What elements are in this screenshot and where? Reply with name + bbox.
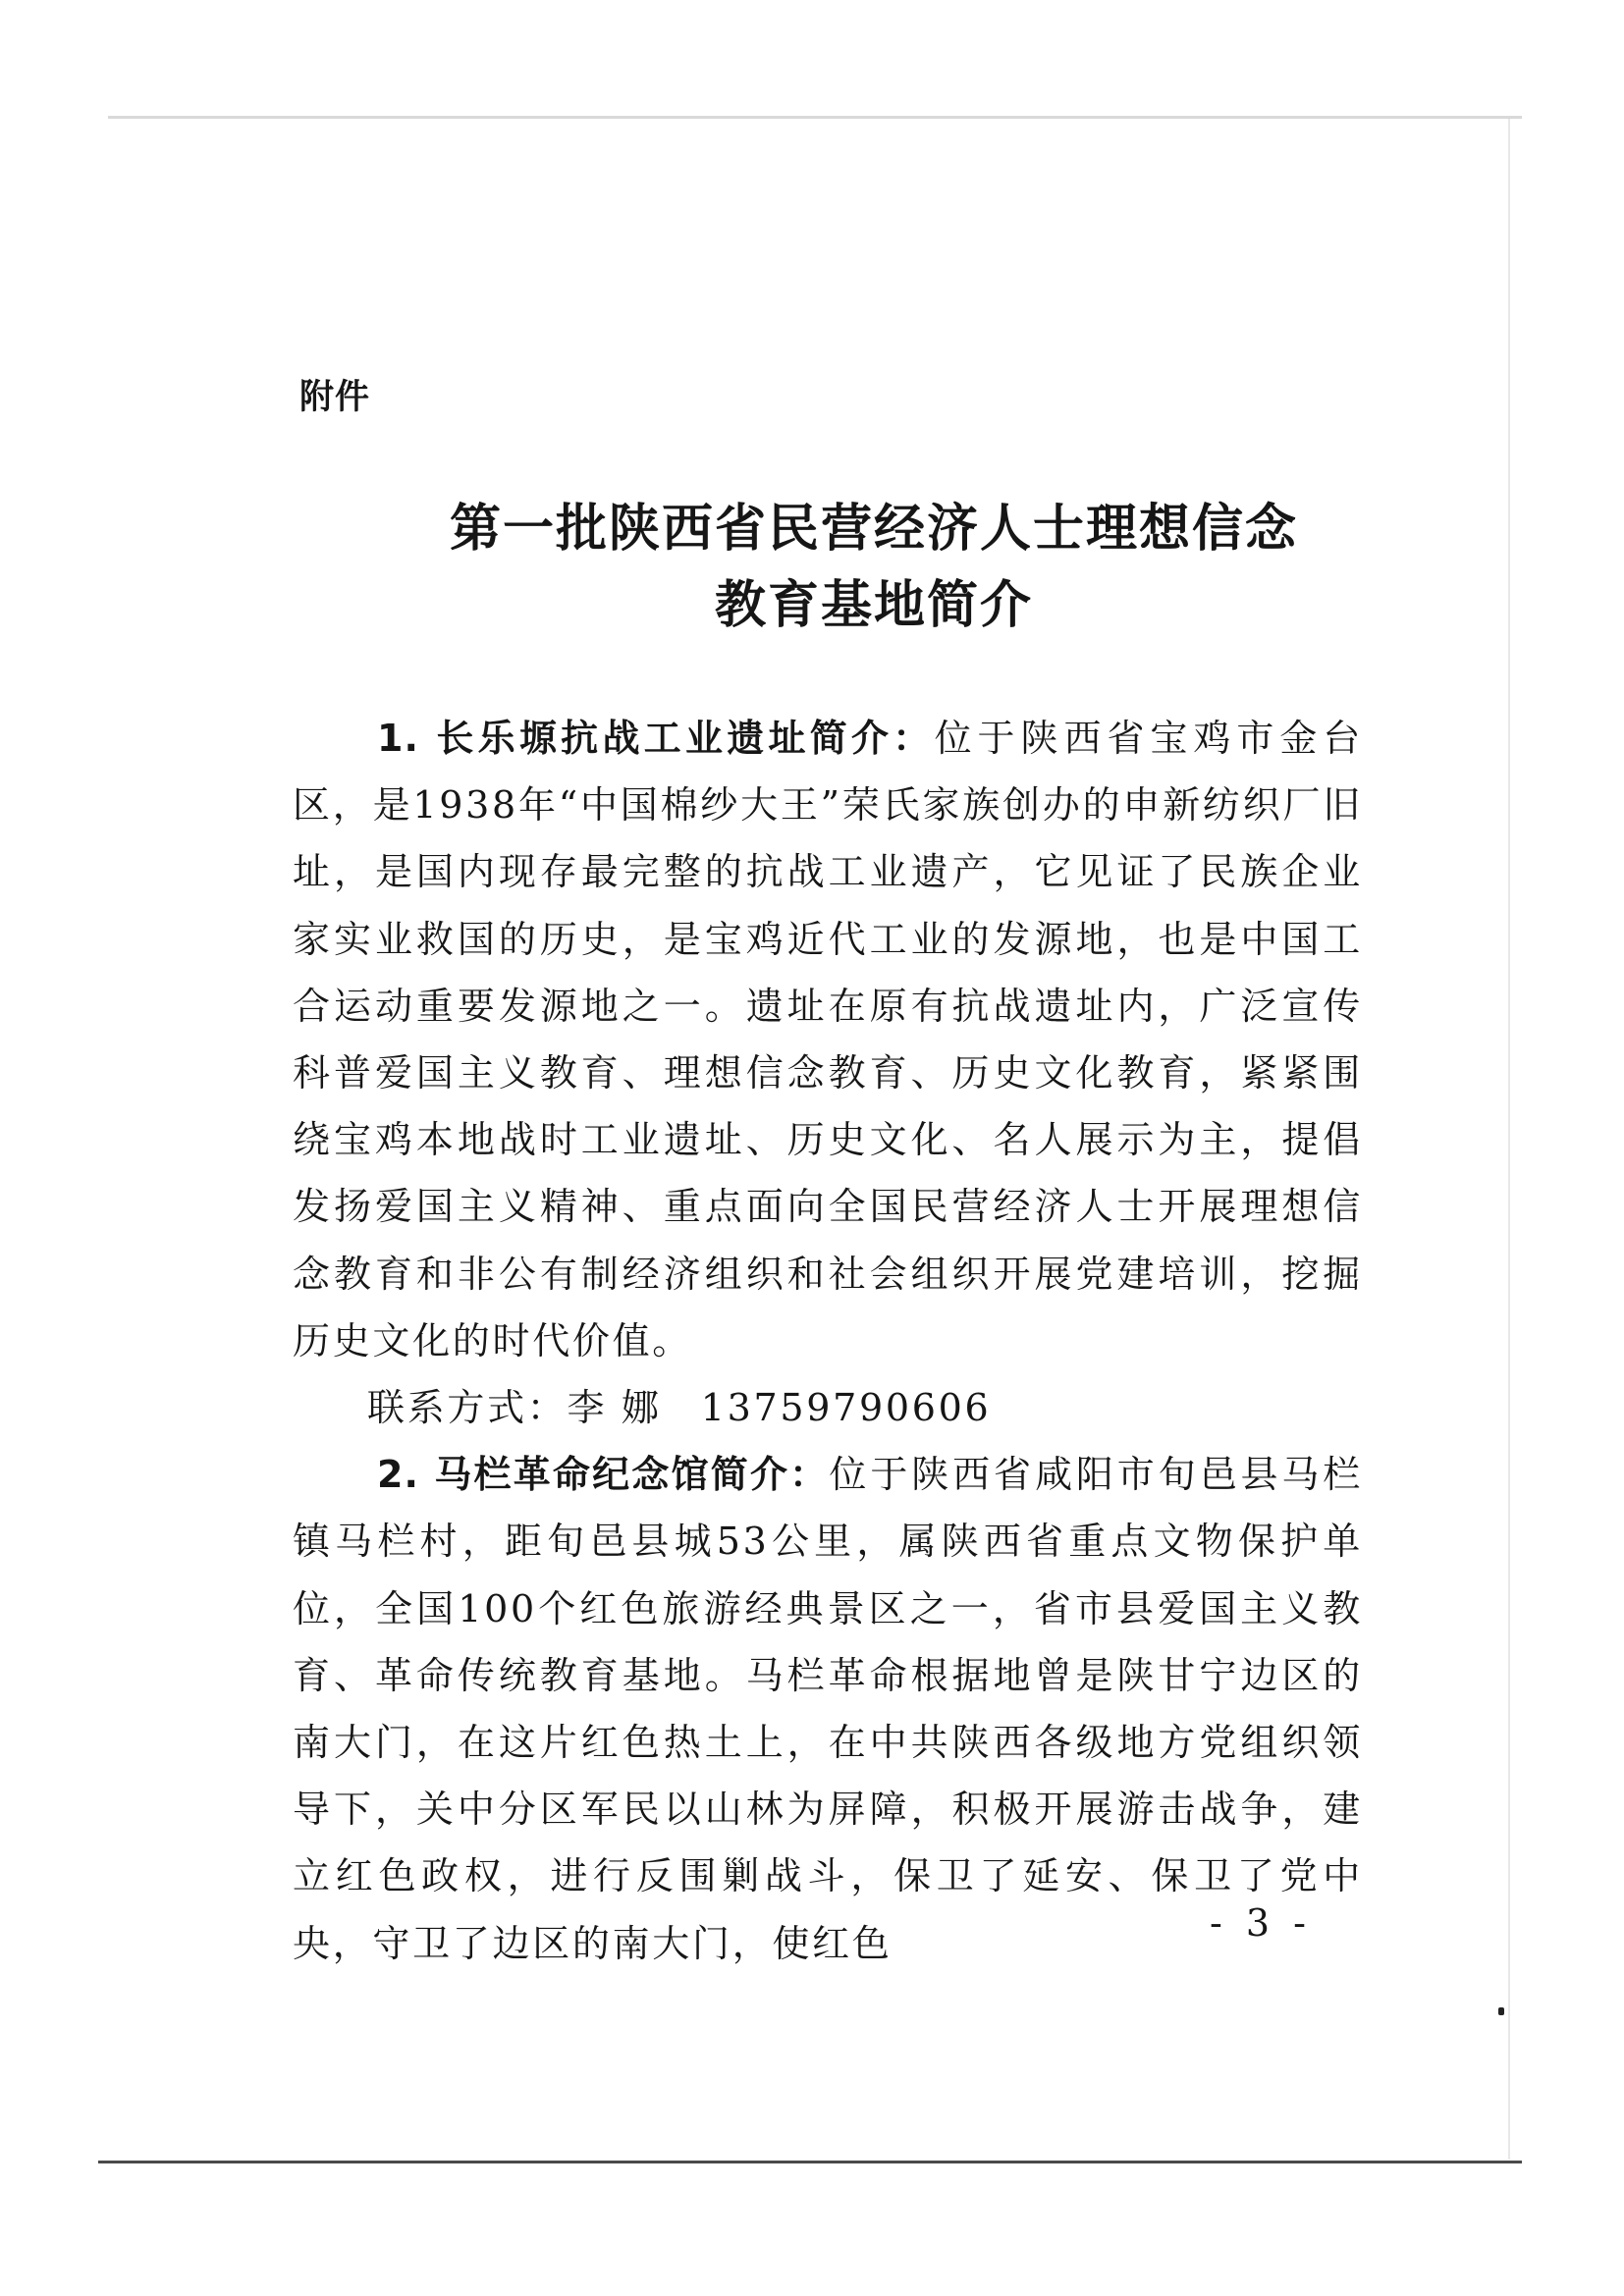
contact-label: 联系方式： — [367, 1386, 568, 1430]
scan-edge-top — [108, 116, 1522, 119]
title-line-2: 教育基地简介 — [714, 575, 1033, 635]
scan-edge-bottom — [98, 2161, 1522, 2163]
document-body — [293, 705, 1363, 1977]
section-1-body: 位于陕西省宝鸡市金台区，是1938年“中国棉纱大王”荣氏家族创办的申新纺织厂旧址，是国内现存最完整的抗战工业遗产，它见证了民族企业家实业救国的历史，是宝鸡近代工业的发源地，也是中国工合运动重要发源地之一。遗址在原有抗战遗址内，广泛宣传科普爱国主义教育、理想信念教育、历史文化教育，紧紧围绕宝鸡本地战时工业遗址、历史文化、名人展示为主，提倡发扬爱国主义精神、重点面向全国民营经济人士开展理想信念教育和非公有制经济组织和社会组织开展党建培训，挖掘历史文化的时代价值。 — [293, 717, 1363, 1362]
contact-phone: 13759790606 — [700, 1386, 992, 1430]
section-1-heading: 1. 长乐塬抗战工业遗址简介： — [377, 717, 935, 760]
section-2-paragraph — [293, 1441, 1363, 1977]
section-1-paragraph — [293, 705, 1363, 1374]
page-number: - 3 - — [1210, 1901, 1313, 1945]
section-1-contact — [293, 1374, 1363, 1441]
attachment-label: 附件 — [299, 378, 371, 417]
section-2-body: 位于陕西省咸阳市旬邑县马栏镇马栏村，距旬邑县城53公里，属陕西省重点文物保护单位，全国100个红色旅游经典景区之一，省市县爱国主义教育、革命传统教育基地。马栏革命根据地曾是陕甘宁边区的南大门，在这片红色热土上，在中共陕西各级地方党组织领导下，关中分区军民以山林为屏障，积极开展游击战争，建立红色政权，进行反围剿战斗，保卫了延安、保卫了党中央，守卫了边区的南大门，使红色 — [293, 1453, 1364, 1965]
scan-edge-right — [1508, 118, 1510, 2160]
title-line-1: 第一批陕西省民营经济人士理想信念 — [449, 499, 1298, 559]
scan-speck — [1498, 2007, 1504, 2015]
contact-name: 李 娜 — [567, 1386, 662, 1430]
document-title — [295, 491, 1453, 644]
section-2-heading: 2. 马栏革命纪念馆简介： — [377, 1453, 830, 1497]
